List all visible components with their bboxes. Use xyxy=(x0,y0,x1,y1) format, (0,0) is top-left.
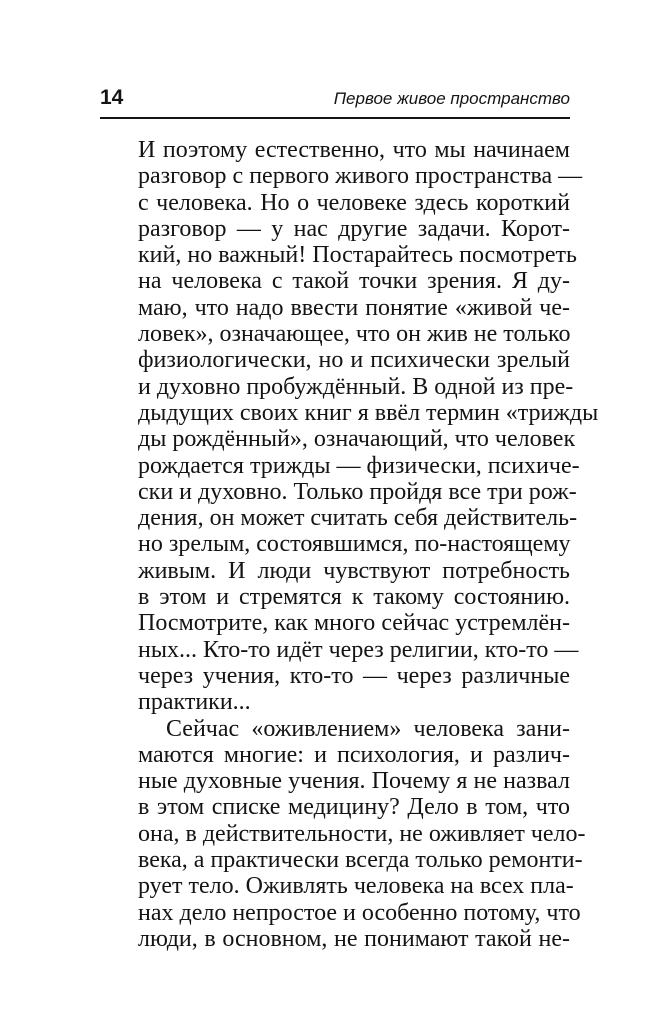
text-line: но зрелым, состоявшимся, по-настоящему xyxy=(138,531,571,558)
text-line: на человека с такой точки зрения. Я ду- xyxy=(138,268,570,295)
text-line: практики... xyxy=(138,689,251,716)
text-line: ды рождённый», означающий, что человек xyxy=(138,426,576,453)
text-line: и духовно пробуждённый. В одной из пре- xyxy=(138,373,574,400)
text-line: Посмотрите, как много сейчас устремлён- xyxy=(138,610,570,637)
text-line: в этом списке медицину? Дело в том, что xyxy=(138,794,570,821)
page-header xyxy=(100,82,570,122)
text-line: ные духовные учения. Почему я не назвал xyxy=(138,768,570,795)
header-rule xyxy=(100,117,570,119)
running-title: Первое живое пространство xyxy=(333,89,570,108)
text-line: ски и духовно. Только пройдя все три рож- xyxy=(138,478,577,505)
text-line: нах дело непростое и особенно потому, что xyxy=(138,899,581,926)
text-line: маются многие: и психология, и различ- xyxy=(138,741,570,768)
text-line: дыдущих своих книг я ввёл термин «трижды xyxy=(138,399,599,426)
text-line: маю, что надо ввести понятие «живой че- xyxy=(138,294,570,321)
text-line: в этом и стремятся к такому состоянию. xyxy=(138,584,570,611)
page-number: 14 xyxy=(100,86,124,109)
text-line: И поэтому естественно, что мы начинаем xyxy=(138,137,570,163)
text-line: Сейчас «оживлением» человека зани- xyxy=(166,715,570,742)
text-line: кий, но важный! Постарайтесь посмотреть xyxy=(138,242,577,269)
text-line: рождается трижды — физически, психиче- xyxy=(138,452,580,479)
text-line: ных... Кто-то идёт через религии, кто-то — xyxy=(138,636,579,663)
text-line: ловек», означающее, что он жив не только xyxy=(138,321,571,348)
text-line: физиологически, но и психически зрелый xyxy=(138,347,570,374)
text-line: живым. И люди чувствуют потребность xyxy=(138,557,570,584)
text-line: люди, в основном, не понимают такой не- xyxy=(138,925,570,952)
body-text xyxy=(138,137,599,952)
text-line: через учения, кто-то — через различные xyxy=(138,662,570,689)
text-line: с человека. Но о человеке здесь короткий xyxy=(138,189,570,216)
text-line: она, в действительности, не оживляет чело- xyxy=(138,820,586,847)
text-line: рует тело. Оживлять человека на всех пла- xyxy=(138,873,574,900)
text-line: разговор — у нас другие задачи. Корот- xyxy=(138,215,570,242)
text-line: дения, он может считать себя действитель- xyxy=(138,505,578,532)
text-line: века, а практически всегда только ремонти- xyxy=(138,847,583,874)
text-line: разговор с первого живого пространства — xyxy=(138,163,583,190)
